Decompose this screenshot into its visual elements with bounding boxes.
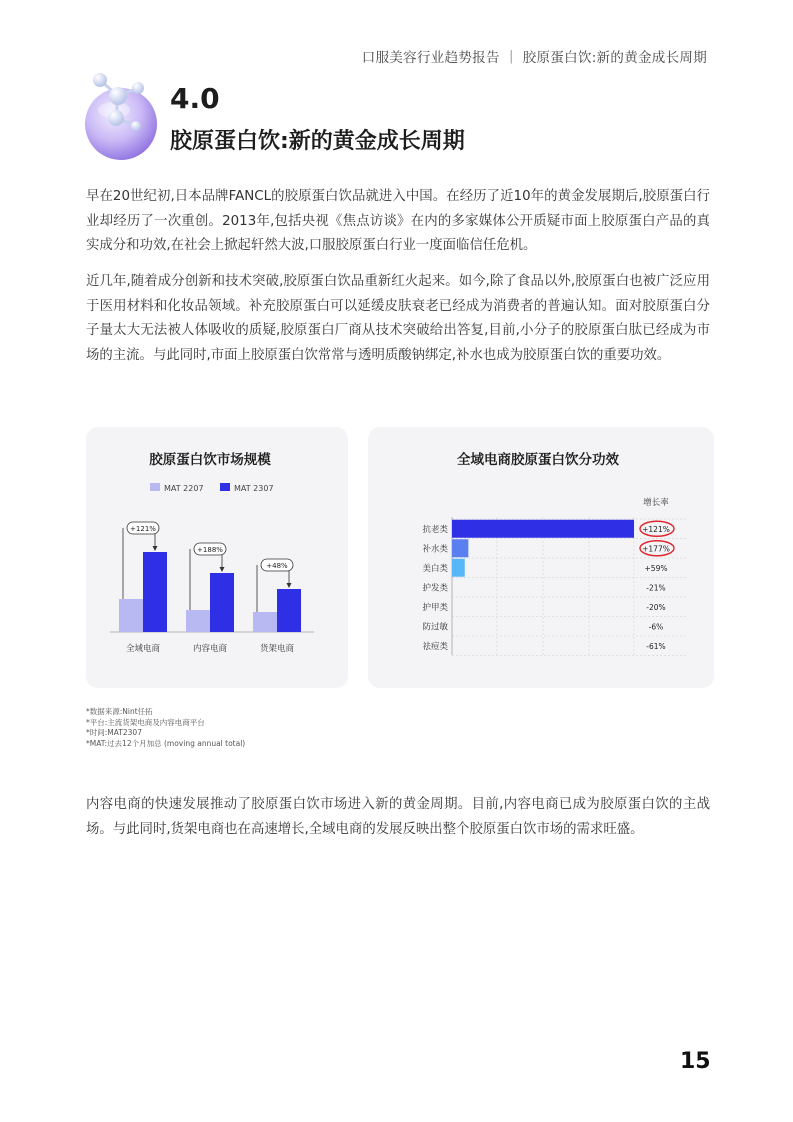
efficacy-growth-5: -20% <box>646 602 666 612</box>
efficacy-growth-1: +121% <box>642 524 670 534</box>
category-label-1: 全域电商 <box>125 644 161 654</box>
efficacy-growth-7: -61% <box>646 641 666 651</box>
paragraph-history: 早在20世纪初,日本品牌FANCL的胶原蛋白饮品就进入中国。在经历了近10年的黄金发展期后,胶原蛋白行业却经历了一次重创。2013年,包括央视《焦点访谈》在内的多家媒体公开质疑市面上胶原蛋白产品的真实成分和功效,在社会上掀起轩然大波,口服胶原蛋白行业一度面临信任危机。 <box>86 189 710 253</box>
bar-3-mat2307 <box>277 589 301 632</box>
efficacy-category-5: 护甲类 <box>422 602 448 613</box>
section-number: 4.0 <box>170 82 220 115</box>
growth-label-3: +48% <box>266 562 288 570</box>
efficacy-chart <box>368 427 714 688</box>
efficacy-category-2: 补水类 <box>422 544 448 555</box>
category-label-2: 内容电商 <box>192 644 228 654</box>
bar-1-mat2207 <box>119 599 143 632</box>
section-title: 胶原蛋白饮:新的黄金成长周期 <box>170 129 465 154</box>
bar-3-mat2207 <box>253 612 277 632</box>
paragraph-conclusion: 内容电商的快速发展推动了胶原蛋白饮市场进入新的黄金周期。目前,内容电商已成为胶原蛋白饮的主战场。与此同时,货架电商也在高速增长,全域电商的发展反映出整个胶原蛋白饮市场的需求旺盛。 <box>86 797 710 837</box>
growth-label-2: +188% <box>197 546 223 554</box>
efficacy-growth-2: +177% <box>642 544 670 554</box>
legend-label-2307: MAT 2307 <box>234 484 274 493</box>
bar-2-mat2207 <box>186 610 210 632</box>
legend-swatch-2207 <box>150 483 160 491</box>
header-title: 口服美容行业趋势报告 ｜ 胶原蛋白饮:新的黄金成长周期 <box>361 50 707 66</box>
bar-1-mat2307 <box>143 552 167 632</box>
growth-label-1: +121% <box>130 525 156 533</box>
molecule-icon <box>78 66 164 162</box>
paragraph-trend: 近几年,随着成分创新和技术突破,胶原蛋白饮品重新红火起来。如今,除了食品以外,胶原蛋白也被广泛应用于医用材料和化妆品领域。补充胶原蛋白可以延缓皮肤衰老已经成为消费者的普遍认知。面对胶原蛋白分子量太大无法被人体吸收的质疑,胶原蛋白厂商从技术突破给出答复,目前,小分子的胶原蛋白肽已经成为市场的主流。与此同时,市面上胶原蛋白饮常常与透明质酸钠绑定,补水也成为胶原蛋白饮的重要功效。 <box>86 274 710 363</box>
note-source: *数据来源:Nint任拓 <box>86 707 153 716</box>
bar-2-mat2307 <box>210 573 234 632</box>
market-size-chart <box>86 427 348 688</box>
note-platform: *平台:主流货架电商及内容电商平台 <box>86 717 205 727</box>
note-mat: *MAT:过去12个月加总 (moving annual total) <box>86 738 246 748</box>
efficacy-growth-6: -6% <box>648 622 664 632</box>
category-label-3: 货架电商 <box>259 644 295 654</box>
market-size-card <box>86 427 348 688</box>
efficacy-category-3: 美白类 <box>422 563 448 574</box>
efficacy-category-7: 祛痘类 <box>422 641 448 652</box>
efficacy-growth-4: -21% <box>646 583 666 593</box>
legend-swatch-2307 <box>220 483 230 491</box>
efficacy-title: 全域电商胶原蛋白饮分功效 <box>457 452 619 468</box>
efficacy-category-6: 防过敏 <box>422 622 448 633</box>
source-notes <box>86 707 245 749</box>
efficacy-growth-3: +59% <box>644 563 668 573</box>
legend-label-2207: MAT 2207 <box>164 484 204 493</box>
efficacy-category-1: 抗老类 <box>422 524 448 535</box>
efficacy-card <box>368 427 714 688</box>
market-size-title: 胶原蛋白饮市场规模 <box>149 452 271 468</box>
efficacy-bar-1 <box>452 520 634 538</box>
page-number: 15 <box>680 1049 711 1074</box>
efficacy-bar-2 <box>452 539 468 557</box>
efficacy-bar-3 <box>452 559 465 577</box>
note-time: *时间:MAT2307 <box>86 728 142 737</box>
efficacy-category-4: 护发类 <box>422 583 448 594</box>
growth-rate-header: 增长率 <box>643 498 669 508</box>
